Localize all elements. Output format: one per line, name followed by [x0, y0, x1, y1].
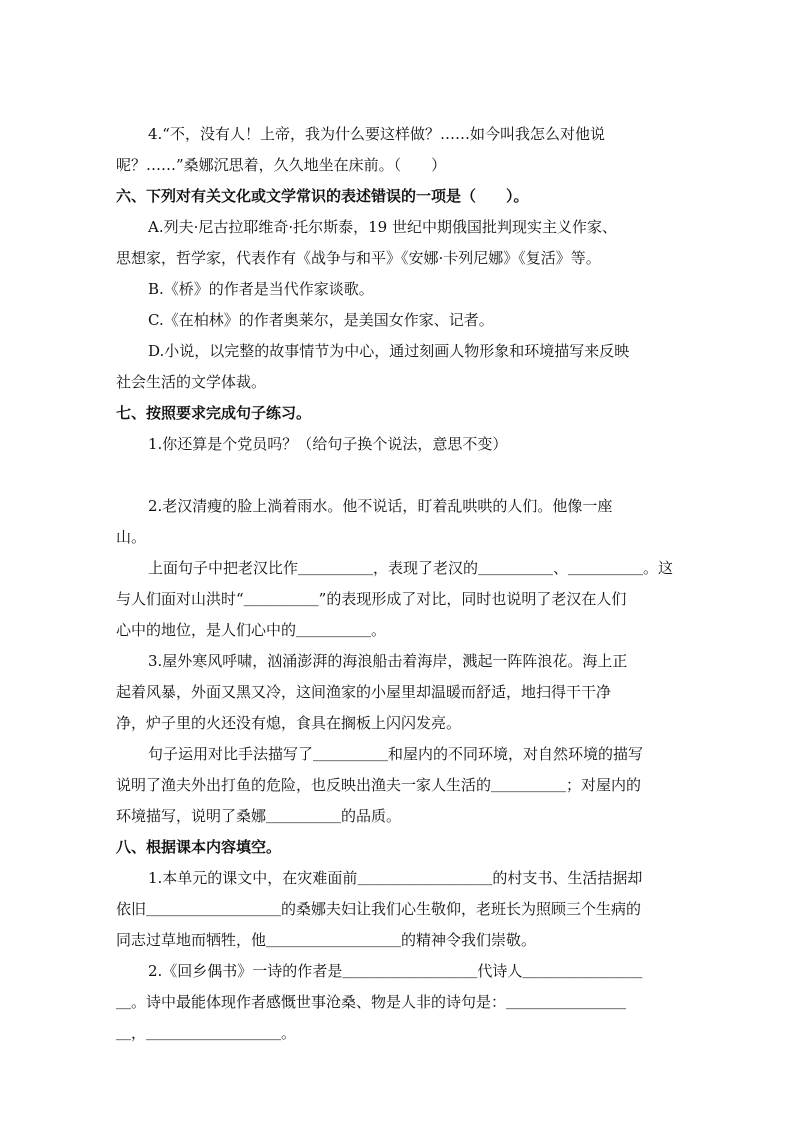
- section-8-question-2-line-2: ＿。诗中最能体现作者感慨世事沧桑、物是人非的诗句是：＿＿＿＿＿＿＿＿: [116, 993, 627, 1011]
- option-c: C.《在柏林》的作者奥莱尔，是美国女作家、记者。: [148, 311, 494, 329]
- section-7-question-3-line-1: 3.屋外寒风呼啸，汹涌澎湃的海浪船击着海岸，溅起一阵阵浪花。海上正: [148, 652, 628, 670]
- section-8-title: 八、根据课本内容填空。: [116, 838, 282, 856]
- section-7-question-2-answer-line-2: 与人们面对山洪时“＿＿＿＿＿”的表现形成了对比，同时也说明了老汉在人们: [116, 590, 627, 608]
- option-a-line-2: 思想家，哲学家，代表作有《战争与和平》《安娜·卡列尼娜》《复活》等。: [116, 249, 601, 267]
- option-d-line-1: D.小说，以完整的故事情节为中心，通过刻画人物形象和环境描写来反映: [148, 342, 630, 360]
- section-8-question-2-line-1: 2.《回乡偶书》一诗的作者是＿＿＿＿＿＿＿＿＿代诗人＿＿＿＿＿＿＿＿: [148, 962, 643, 980]
- section-7-title: 七、按照要求完成句子练习。: [116, 404, 312, 422]
- section-7-question-3-answer-line-3: 环境描写，说明了桑娜＿＿＿＿＿的品质。: [116, 807, 402, 825]
- section-6-title: 六、下列对有关文化或文学常识的表述错误的一项是（ ）。: [116, 187, 529, 205]
- section-8-question-1-line-2: 依旧＿＿＿＿＿＿＿＿＿的桑娜夫妇让我们心生敬仰，老班长为照顾三个生病的: [116, 900, 642, 918]
- section-7-question-2-answer-line-3: 心中的地位，是人们心中的＿＿＿＿＿。: [116, 621, 387, 639]
- option-a-line-1: A.列夫·尼古拉耶维奇·托尔斯泰，19 世纪中期俄国批判现实主义作家、: [148, 218, 617, 236]
- option-b: B.《桥》的作者是当代作家谈歌。: [148, 280, 374, 298]
- question-4-line-2: 呢？……”桑娜沉思着，久久地坐在床前。（ ）: [116, 156, 447, 174]
- section-7-question-1: 1.你还算是个党员吗？（给句子换个说法，意思不变）: [148, 435, 508, 453]
- section-7-question-2-line-2: 山。: [116, 528, 147, 546]
- section-7-question-3-answer-line-2: 说明了渔夫外出打鱼的危险，也反映出渔夫一家人生活的＿＿＿＿＿；对屋内的: [116, 776, 642, 794]
- section-8-question-2-line-3: ＿，＿＿＿＿＿＿＿＿＿。: [116, 1024, 297, 1042]
- section-7-question-3-line-3: 净，炉子里的火还没有熄，食具在搁板上闪闪发亮。: [116, 714, 462, 732]
- section-8-question-1-line-3: 同志过草地而牺牲，他＿＿＿＿＿＿＿＿＿的精神令我们崇敬。: [116, 931, 537, 949]
- section-7-question-3-answer-line-1: 句子运用对比手法描写了＿＿＿＿＿和屋内的不同环境，对自然环境的描写: [148, 745, 644, 763]
- section-7-question-3-line-2: 起着风暴，外面又黑又冷，这间渔家的小屋里却温暖而舒适，地扫得干干净: [116, 683, 612, 701]
- question-4-line-1: 4.“不，没有人！上帝，我为什么要这样做？……如今叫我怎么对他说: [148, 125, 605, 143]
- option-d-line-2: 社会生活的文学体裁。: [116, 373, 267, 391]
- section-7-question-2-line-1: 2.老汉清瘦的脸上淌着雨水。他不说话，盯着乱哄哄的人们。他像一座: [148, 497, 613, 515]
- section-7-question-2-answer-line-1: 上面句子中把老汉比作＿＿＿＿＿，表现了老汉的＿＿＿＿＿、＿＿＿＿＿。这: [148, 559, 674, 577]
- section-8-question-1-line-1: 1.本单元的课文中，在灾难面前＿＿＿＿＿＿＿＿＿的村支书、生活拮据却: [148, 869, 643, 887]
